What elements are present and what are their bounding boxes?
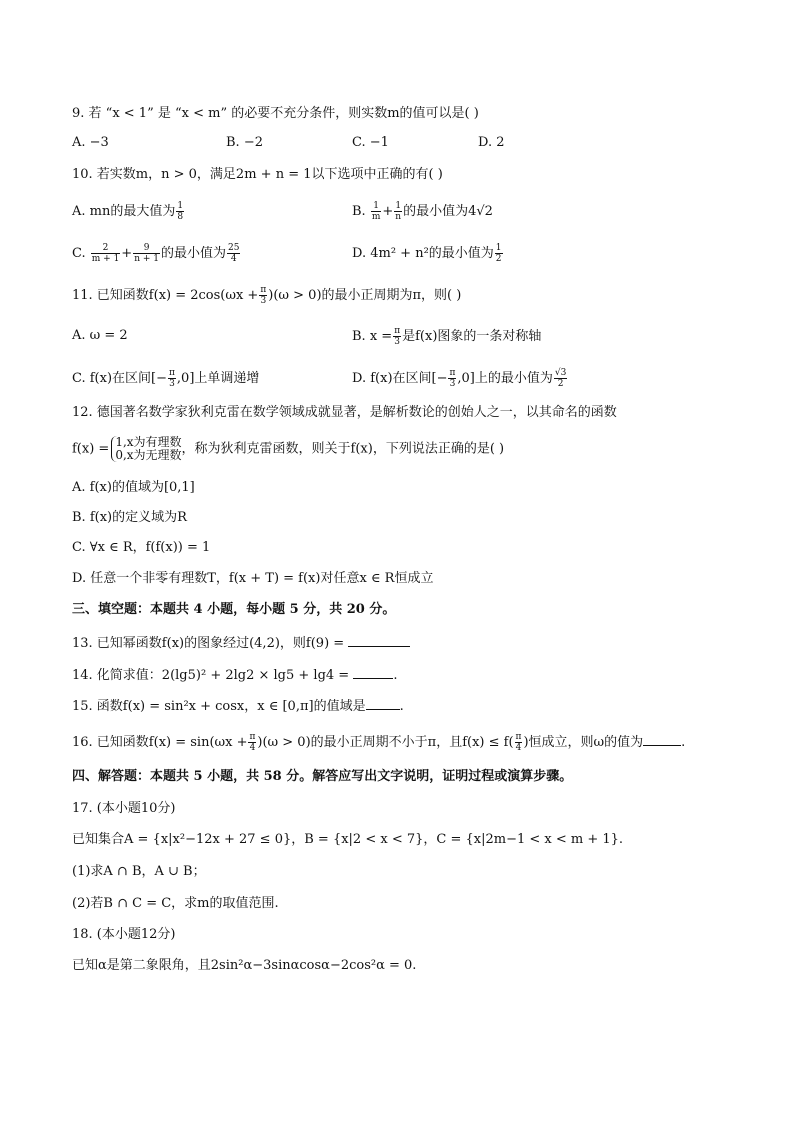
q17-part-2: (2)若B ∩ C = C，求m的取值范围. bbox=[72, 896, 279, 911]
q9-option-c: C. −1 bbox=[352, 135, 389, 150]
q9-option-b: B. −2 bbox=[226, 135, 263, 150]
q9-option-d: D. 2 bbox=[478, 135, 505, 150]
section-3-heading: 三、填空题：本题共 4 小题，每小题 5 分，共 20 分。 bbox=[72, 602, 396, 617]
q11-option-a: A. ω = 2 bbox=[72, 328, 128, 343]
q12-stem: 12. 德国著名数学家狄利克雷在数学领域成就显著，是解析数论的创始人之一，以其命名的函数 bbox=[72, 405, 617, 420]
q12-definition: f(x) = 1,x为有理数 0,x为无理数 ，称为狄利克雷函数，则关于f(x)，下列说法正确的是( ) bbox=[72, 435, 505, 462]
q12-option-c: C. ∀x ∈ R，f(f(x)) = 1 bbox=[72, 540, 211, 555]
q18-title: 18. (本小题12分) bbox=[72, 927, 176, 942]
q11-option-b: B. x = $\frac{\pi}{3}$ 是f(x)图象的一条对称轴 bbox=[352, 326, 542, 347]
answer-blank bbox=[643, 731, 681, 746]
q9-option-a: A. −3 bbox=[72, 135, 109, 150]
q10-option-d: D. 4m² + n²的最小值为 $\frac{1}{2}$ bbox=[352, 243, 502, 264]
q17-stem: 已知集合A = {x|x²−12x + 27 ≤ 0}，B = {x|2 < x < 7}，C = {x|2m−1 < x < m + 1}. bbox=[72, 832, 624, 847]
section-4-heading: 四、解答题：本题共 5 小题，共 58 分。解答应写出文字说明，证明过程或演算步骤。 bbox=[72, 769, 573, 784]
q14: 14. 化简求值：2(lg5)² + 2lg2 × lg5 + lg4 = . bbox=[72, 664, 397, 686]
q10-option-c: C. $\frac{2}{m + 1}$ + $\frac{9}{n + 1}$ 的最小值为 $\frac{25}{4}$ bbox=[72, 243, 240, 264]
q12-option-a: A. f(x)的值域为[0,1] bbox=[72, 480, 195, 495]
q12-option-b: B. f(x)的定义域为R bbox=[72, 510, 187, 525]
q11-option-d: D. f(x)在区间[− $\frac{\pi}{3}$ ,0]上的最小值为 $\frac{√3}{2}$ bbox=[352, 368, 567, 389]
q16: 16. 已知函数f(x) = sin(ωx + $\frac{\pi}{4}$ )(ω > 0)的最小正周期不小于π，且f(x) ≤ f( $\frac{\pi}{4}$ )恒成立，则ω的值为 . bbox=[72, 732, 686, 753]
q15: 15. 函数f(x) = sin²x + cosx，x ∈ [0,π]的值域是 . bbox=[72, 695, 404, 717]
q10-option-a: A. mn的最大值为 $\frac{1}{8}$ bbox=[72, 201, 184, 222]
piecewise-brace: 1,x为有理数 0,x为无理数 bbox=[111, 436, 181, 462]
answer-blank bbox=[366, 695, 400, 710]
q9-stem: 9. 若 “x < 1” 是 “x < m” 的必要不充分条件，则实数m的值可以是( ) bbox=[72, 106, 479, 121]
answer-blank bbox=[348, 632, 410, 647]
q18-stem: 已知α是第二象限角，且2sin²α−3sinαcosα−2cos²α = 0. bbox=[72, 958, 417, 973]
q17-part-1: (1)求A ∩ B，A ∪ B； bbox=[72, 864, 206, 879]
q13: 13. 已知幂函数f(x)的图象经过(4,2)，则f(9) = bbox=[72, 632, 410, 654]
q10-option-b: B. $\frac{1}{m}$ + $\frac{1}{n}$ 的最小值为4√2 bbox=[352, 201, 493, 222]
answer-blank bbox=[353, 664, 393, 679]
q17-title: 17. (本小题10分) bbox=[72, 801, 176, 816]
q11-option-c: C. f(x)在区间[− $\frac{\pi}{3}$ ,0]上单调递增 bbox=[72, 368, 260, 389]
q12-option-d: D. 任意一个非零有理数T，f(x + T) = f(x)对任意x ∈ R恒成立 bbox=[72, 571, 434, 586]
q10-stem: 10. 若实数m，n > 0，满足2m + n = 1以下选项中正确的有( ) bbox=[72, 167, 443, 182]
q11-stem: 11. 已知函数f(x) = 2cos(ωx + $\frac{\pi}{3}$ )(ω > 0)的最小正周期为π，则( ) bbox=[72, 285, 462, 306]
